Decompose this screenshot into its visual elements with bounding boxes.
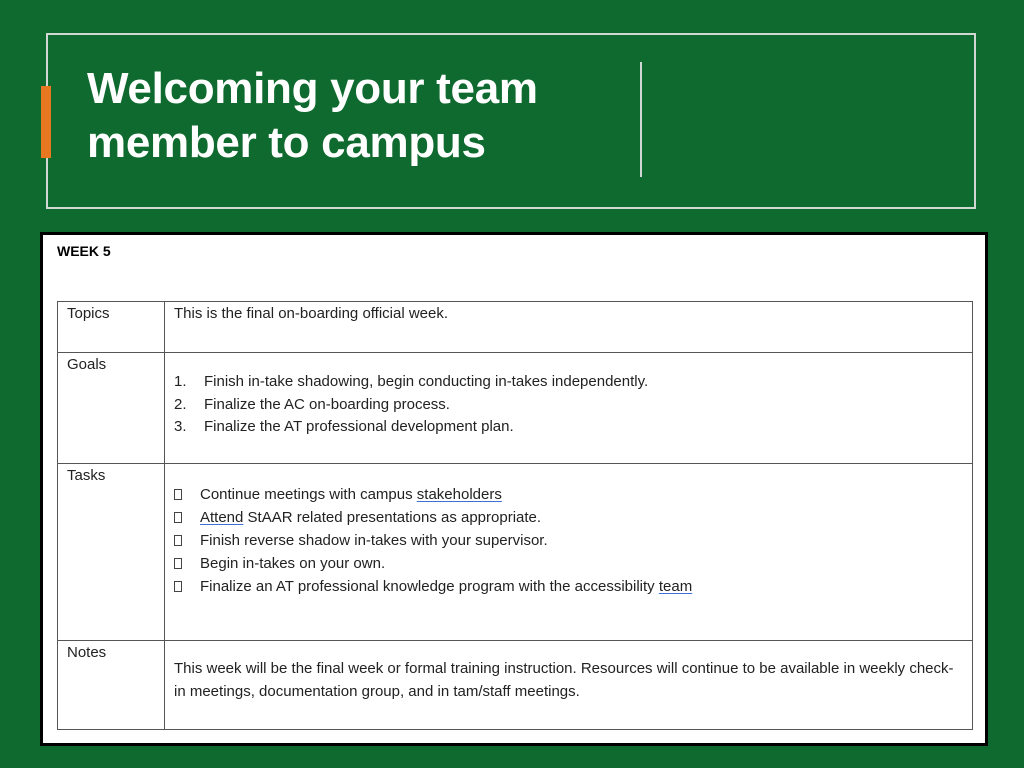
goal-text: Finalize the AC on-boarding process. [204, 395, 450, 413]
list-item [174, 575, 963, 598]
checkbox-icon [174, 558, 182, 569]
checkbox-icon [174, 535, 182, 546]
task-text: StAAR related presentations as appropriate. [243, 509, 542, 526]
tasks-list [174, 483, 963, 598]
task-text: Continue meetings with campus [200, 486, 417, 503]
table-row-notes [58, 641, 973, 730]
task-text: Finalize an AT professional knowledge program with the accessibility [200, 578, 659, 595]
list-item [174, 483, 963, 506]
slide-title [87, 62, 538, 170]
slide-title-line-2: member to campus [87, 118, 486, 167]
title-divider [640, 62, 642, 177]
list-item [174, 506, 963, 529]
table-row-tasks [58, 464, 973, 641]
topics-label: Topics [58, 302, 165, 353]
tasks-cell [165, 464, 973, 641]
goal-number: 3. [174, 418, 187, 435]
task-flagged-word: Attend [200, 509, 244, 526]
tasks-label: Tasks [58, 464, 165, 641]
week-label: WEEK 5 [57, 243, 111, 259]
goals-label: Goals [58, 353, 165, 464]
checkbox-icon [174, 512, 182, 523]
goals-list [174, 371, 963, 439]
list-item [174, 552, 963, 575]
list-item [174, 529, 963, 552]
week-plan-table [57, 301, 973, 730]
accent-bar [41, 86, 51, 158]
slide-title-line-1: Welcoming your team [87, 64, 538, 113]
table-row-topics [58, 302, 973, 353]
task-text: Begin in-takes on your own. [200, 555, 386, 572]
checkbox-icon [174, 489, 182, 500]
list-item [174, 416, 963, 439]
goal-text: Finalize the AT professional development plan. [204, 418, 514, 435]
goals-cell [165, 353, 973, 464]
list-item [174, 371, 963, 394]
topics-text: This is the final on-boarding official week. [165, 302, 973, 353]
goal-number: 1. [174, 373, 187, 390]
goal-text: Finish in-take shadowing, begin conducting in-takes independently. [204, 373, 649, 390]
checkbox-icon [174, 581, 182, 592]
document-frame [40, 232, 988, 746]
table-row-goals [58, 353, 973, 464]
task-flagged-word: stakeholders [416, 486, 502, 503]
notes-label: Notes [58, 641, 165, 730]
task-text: Finish reverse shadow in-takes with your supervisor. [200, 532, 548, 549]
goal-number: 2. [174, 395, 187, 413]
list-item [174, 394, 963, 417]
notes-cell [165, 641, 973, 730]
task-flagged-word: team [658, 578, 693, 595]
notes-text: This week will be the final week or formal training instruction. Resources will continue to be available in weekly check-in meetings, documentation group, and in tam/staff meetings. [174, 660, 954, 700]
